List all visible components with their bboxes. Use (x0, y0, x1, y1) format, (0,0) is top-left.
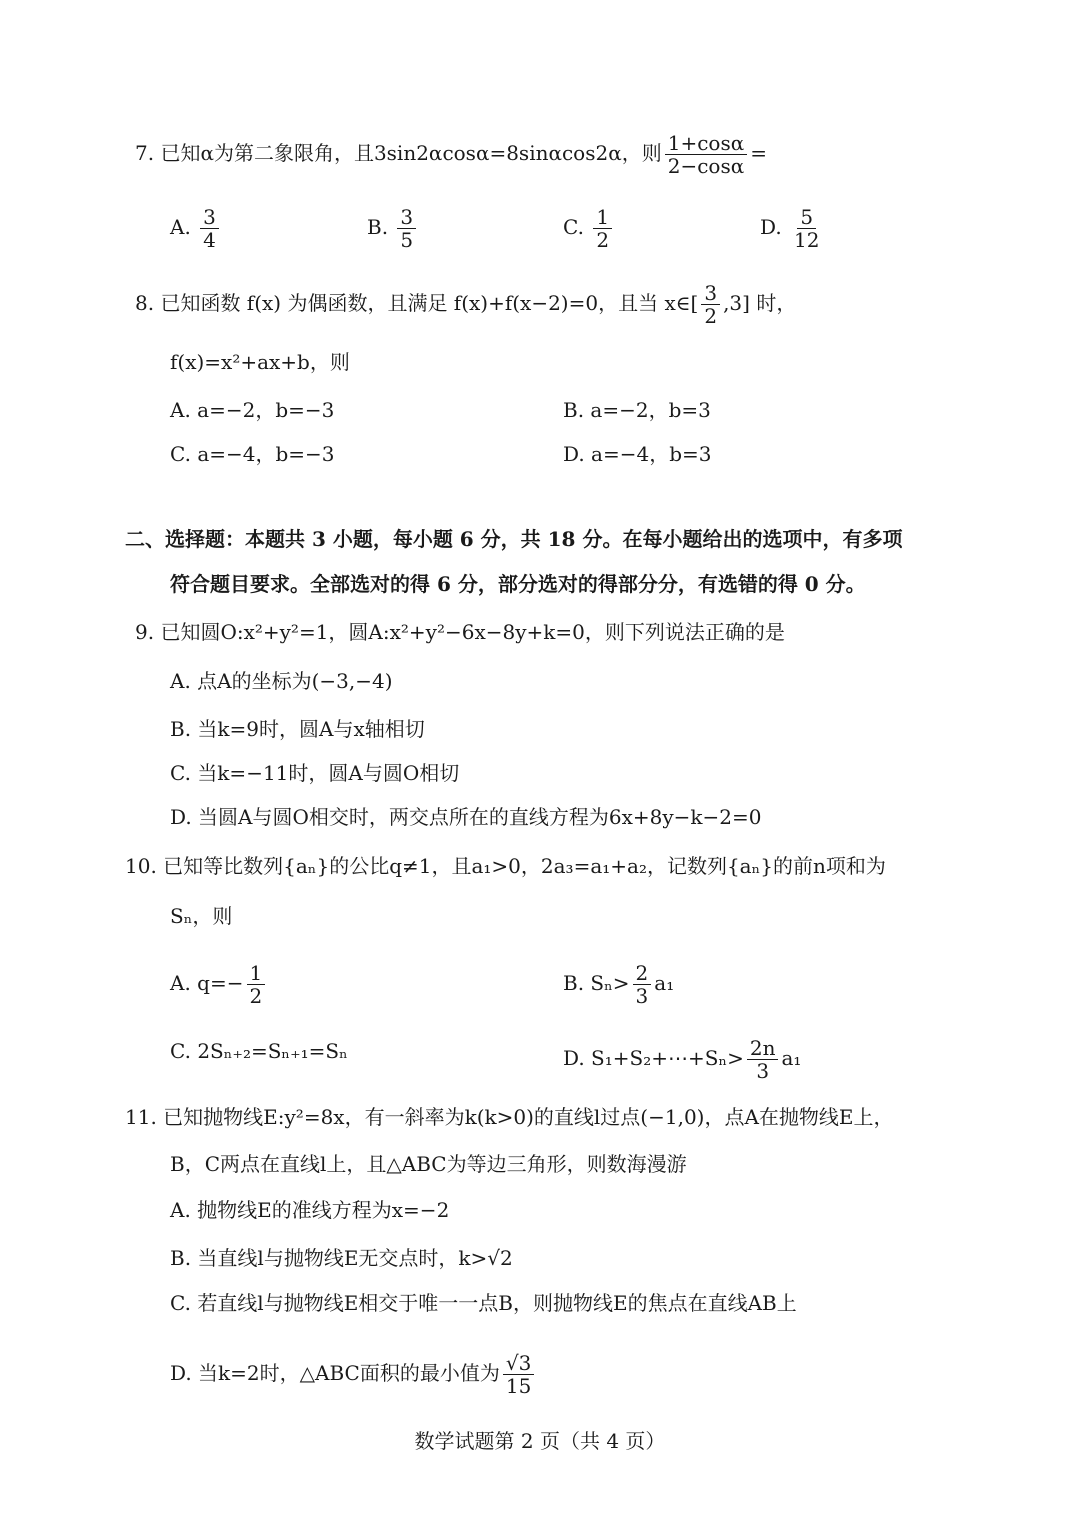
q8-option-c (170, 440, 335, 468)
q11-option-c-text: 若直线l与抛物线E相交于唯一一点B，则抛物线E的焦点在直线AB上 (197, 1291, 797, 1315)
q8-line2: f(x)=x²+ax+b，则 (170, 350, 350, 374)
q7-c-den: 2 (596, 228, 610, 252)
q8-stem-tail: ,3] 时， (723, 291, 797, 315)
q10-option-d (563, 1037, 801, 1082)
q9-option-a (170, 667, 393, 695)
q7-option-b (367, 206, 419, 251)
q10-option-d-frac (747, 1037, 779, 1082)
q10-option-c-text: 2Sₙ₊₂=Sₙ₊₁=Sₙ (197, 1039, 348, 1063)
q7-c-num: 1 (593, 206, 612, 229)
q11-d-den: 15 (505, 1374, 532, 1398)
q10-a-den: 2 (249, 984, 263, 1008)
q10-b-num: 2 (633, 962, 652, 985)
q7-option-a (170, 206, 222, 251)
q8-option-d-text: a=−4，b=3 (591, 442, 712, 466)
q10-option-b-label: B. (563, 971, 585, 995)
q11-option-b-label: B. (170, 1246, 192, 1270)
q7-stem-line (135, 132, 767, 177)
q10-d-den: 3 (756, 1059, 770, 1083)
q7-b-num: 3 (397, 206, 416, 229)
q8-stem: 8. 已知函数 f(x) 为偶函数，且满足 f(x)+f(x−2)=0，且当 x∈[ (135, 291, 699, 315)
q10-b-den: 3 (635, 984, 649, 1008)
q11-d-num: √3 (503, 1352, 534, 1375)
q10-option-a-label: A. (170, 971, 191, 995)
q9-option-d-text: 当圆A与圆O相交时，两交点所在的直线方程为6x+8y−k−2=0 (198, 805, 762, 829)
q11-stem: 11. 已知抛物线E:y²=8x，有一斜率为k(k>0)的直线l过点(−1,0)，点A在抛物线E上， (125, 1105, 894, 1129)
q10-option-d-post: a₁ (781, 1046, 802, 1070)
q11-option-b-text: 当直线l与抛物线E无交点时，k>√2 (197, 1246, 513, 1270)
q11-option-a-text: 抛物线E的准线方程为x=−2 (197, 1198, 450, 1222)
q10-line2: Sₙ，则 (170, 904, 233, 928)
q11-option-d-pre: 当k=2时，△ABC面积的最小值为 (198, 1361, 500, 1385)
q10-option-a-frac (247, 962, 266, 1007)
q8-option-c-text: a=−4，b=−3 (197, 442, 335, 466)
q10-option-d-label: D. (563, 1046, 585, 1070)
q10-option-b-pre: Sₙ> (590, 971, 630, 995)
q8-stem-line (135, 282, 796, 327)
section2-heading: 二、选择题：本题共 3 小题，每小题 6 分，共 18 分。在每小题给出的选项中，有多项 (125, 527, 903, 551)
q9-option-c-text: 当k=−11时，圆A与圆O相切 (197, 761, 460, 785)
q11-option-d (170, 1352, 537, 1397)
q9-option-d-label: D. (170, 805, 192, 829)
q7-option-c-frac (593, 206, 612, 251)
q7-fraction (665, 132, 748, 177)
q11-option-b (170, 1244, 513, 1272)
q7-option-b-frac (397, 206, 416, 251)
q8-option-c-label: C. (170, 442, 191, 466)
q11-option-c-label: C. (170, 1291, 191, 1315)
q8-option-a-text: a=−2，b=−3 (197, 398, 335, 422)
q7-tail: = (750, 141, 767, 165)
q10-option-d-pre: S₁+S₂+⋯+Sₙ> (591, 1046, 744, 1070)
q10-option-c (170, 1037, 348, 1065)
q11-option-d-frac (503, 1352, 534, 1397)
q7-a-num: 3 (200, 206, 219, 229)
q11-option-a-label: A. (170, 1198, 191, 1222)
q9-option-c-label: C. (170, 761, 191, 785)
q7-stem: 7. 已知α为第二象限角，且3sin2αcosα=8sinαcos2α，则 (135, 141, 662, 165)
q7-option-d (760, 206, 826, 251)
q7-frac-num: 1+cosα (665, 132, 748, 155)
q10-option-a-pre: q=− (197, 971, 244, 995)
q11-option-c (170, 1289, 797, 1317)
q7-option-a-frac (200, 206, 219, 251)
q10-stem: 10. 已知等比数列{aₙ}的公比q≠1，且a₁>0，2a₃=a₁+a₂，记数列{aₙ}的前n项和为 (125, 854, 886, 878)
q10-option-c-label: C. (170, 1039, 191, 1063)
q8-option-b-text: a=−2，b=3 (590, 398, 711, 422)
q7-a-den: 4 (203, 228, 216, 252)
q7-option-c (563, 206, 615, 251)
section2-heading-line2: 符合题目要求。全部选对的得 6 分，部分选对的得部分分，有选错的得 0 分。 (170, 572, 866, 596)
q10-option-b (563, 962, 674, 1007)
q8-option-d-label: D. (563, 442, 585, 466)
q10-option-a (170, 962, 268, 1007)
q8-frac-den: 2 (704, 304, 718, 328)
q9-option-b-text: 当k=9时，圆A与x轴相切 (197, 717, 425, 741)
q9-option-b (170, 715, 425, 743)
q11-line2: B，C两点在直线l上，且△ABC为等边三角形，则数海漫游 (170, 1152, 687, 1176)
q9-option-c (170, 759, 459, 787)
q8-option-b-label: B. (563, 398, 585, 422)
q9-option-b-label: B. (170, 717, 192, 741)
q8-option-a (170, 396, 334, 424)
q8-option-b (563, 396, 711, 424)
q9-option-a-text: 点A的坐标为(−3,−4) (197, 669, 393, 693)
q11-option-a (170, 1196, 449, 1224)
q7-option-c-label: C. (563, 215, 584, 239)
q10-d-num: 2n (747, 1037, 779, 1060)
q7-option-a-label: A. (170, 215, 191, 239)
page-footer: 数学试题第 2 页（共 4 页） (414, 1429, 666, 1453)
q7-option-b-label: B. (367, 215, 389, 239)
q7-d-num: 5 (797, 206, 816, 229)
q9-stem: 9. 已知圆O:x²+y²=1，圆A:x²+y²−6x−8y+k=0，则下列说法正确的是 (135, 620, 785, 644)
q11-option-d-label: D. (170, 1361, 192, 1385)
q8-option-d (563, 440, 712, 468)
q9-option-d (170, 803, 762, 831)
q7-option-d-label: D. (760, 215, 782, 239)
q10-a-num: 1 (247, 962, 266, 985)
q7-d-den: 12 (794, 228, 820, 252)
q10-option-b-frac (633, 962, 652, 1007)
q7-b-den: 5 (400, 228, 414, 252)
q8-option-a-label: A. (170, 398, 191, 422)
q7-frac-den: 2−cosα (667, 154, 745, 178)
q8-fraction (701, 282, 720, 327)
q7-option-d-frac (791, 206, 822, 251)
q9-option-a-label: A. (170, 669, 191, 693)
q8-frac-num: 3 (701, 282, 720, 305)
q10-option-b-post: a₁ (654, 971, 675, 995)
